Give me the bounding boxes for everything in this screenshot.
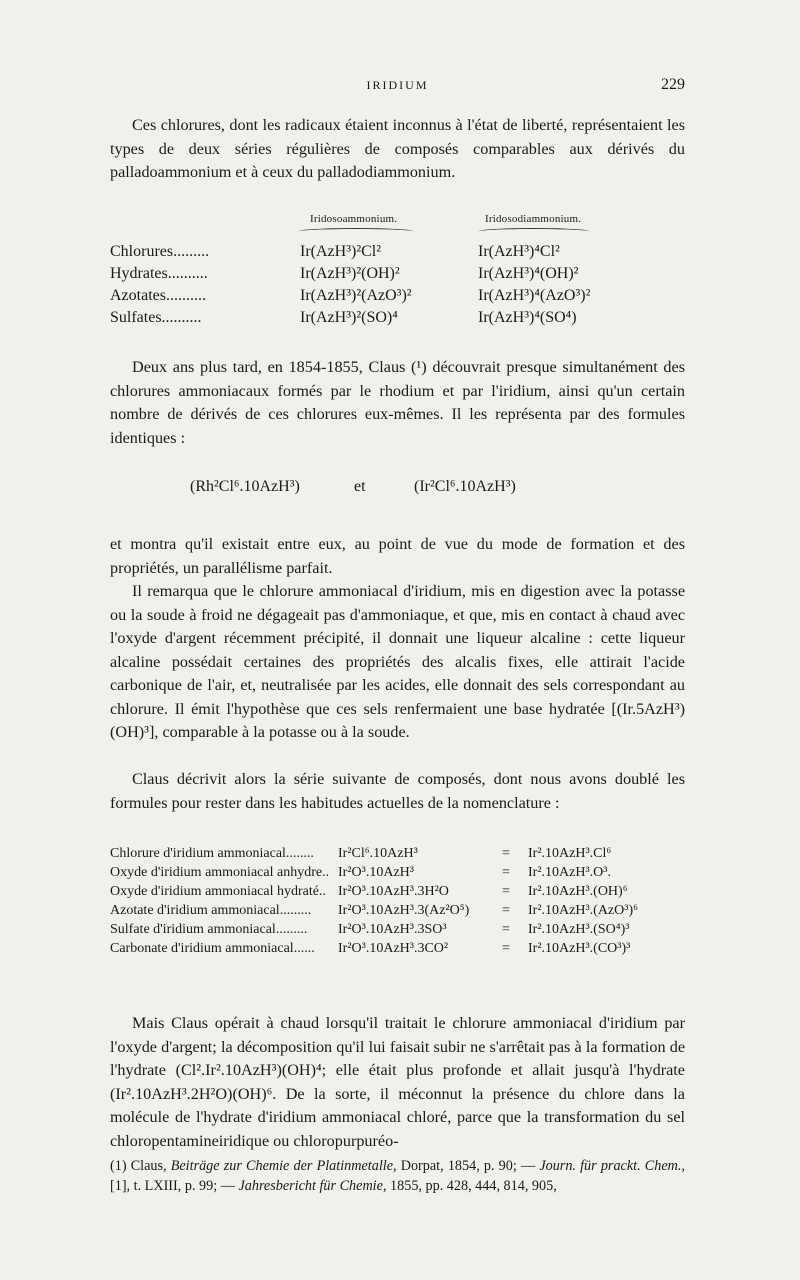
table-row — [110, 941, 690, 959]
formula: Ir².10AzH³.Cl⁶ — [528, 846, 612, 861]
running-title: IRIDIUM — [366, 78, 429, 92]
formula: Ir(AzH³)⁴(AzO³)² — [478, 287, 591, 304]
paragraph-2: Deux ans plus tard, en 1854-1855, Claus (¹) découvrait presque simultanément des chlorures ammoniacaux formés par le rhodium et par l'iridium, ainsi qu'un certain nombre de dérivés de ces chlorures eux-mêmes. Il les représenta par des formules identiques : — [110, 358, 685, 447]
compound-name: Oxyde d'iridium ammoniacal anhydre.. — [110, 865, 330, 880]
table-row — [110, 846, 690, 864]
iridium-formula: (Ir²Cl⁶.10AzH³) — [414, 478, 516, 495]
formula: Ir(AzH³)⁴Cl² — [478, 243, 560, 260]
table-row — [110, 884, 690, 902]
equals-sign: = — [502, 922, 510, 937]
equals-sign: = — [502, 941, 510, 956]
formula: Ir(AzH³)²(OH)² — [300, 265, 400, 282]
table-row — [110, 903, 690, 921]
formula: Ir²O³.10AzH³.3(Az²O⁵) — [338, 903, 470, 918]
formula: Ir(AzH³)²(SO)⁴ — [300, 309, 398, 326]
compounds-table — [110, 846, 690, 991]
paragraph-3: et montra qu'il existait entre eux, au point de vue du mode de formation et des propriétés, un parallélisme parfait. — [110, 535, 685, 577]
row-label: Sulfates.......... — [110, 309, 202, 326]
formula: Ir²Cl⁶.10AzH³ — [338, 846, 418, 861]
equals-sign: = — [502, 903, 510, 918]
footnote-text: , 1855, pp. 428, 444, 814, 905, — [382, 1178, 557, 1194]
table-row — [110, 922, 690, 940]
footnote-work-title: Journ. für prackt. Chem. — [539, 1158, 682, 1174]
brace-mark — [478, 228, 590, 235]
footnote — [110, 1156, 685, 1196]
formula: Ir².10AzH³.(OH)⁶ — [528, 884, 628, 899]
row-label: Hydrates.......... — [110, 265, 208, 282]
equals-sign: = — [502, 865, 510, 880]
running-head — [110, 76, 685, 96]
table-row — [110, 287, 685, 309]
formula: Ir²O³.10AzH³.3SO³ — [338, 922, 447, 937]
compound-name: Azotate d'iridium ammoniacal......... — [110, 903, 312, 918]
paragraph-4: Il remarqua que le chlorure ammoniacal d'iridium, mis en digestion avec la potasse ou la soude à froid ne dégageait pas d'ammoniaque, et que, mis en contact à chaud avec l'oxyde d'argent récemment précipité, il donnait une liqueur alcaline : cette liqueur alcaline possédait certaines des propriétés des alcalis fixes, elle attirait l'acide carbonique de l'air, et, neutralisée par les acides, elle donnait des sels correspondant au chlorure. Il émit l'hypothèse que ces sels renfermaient une base hydratée [(Ir.5AzH³)(OH)³], comparable à la potasse ou à la soude. — [110, 582, 685, 741]
formula: Ir(AzH³)²Cl² — [300, 243, 382, 260]
conjunction: et — [354, 478, 366, 495]
formula: Ir².10AzH³.(CO³)³ — [528, 941, 631, 956]
brace-mark — [298, 228, 414, 235]
formula: Ir²O³.10AzH³.3H²O — [338, 884, 449, 899]
compound-name: Carbonate d'iridium ammoniacal...... — [110, 941, 315, 956]
paragraph-6: Mais Claus opérait à chaud lorsqu'il traitait le chlorure ammoniacal d'iridium par l'oxyde d'argent; la décomposition qu'il lui faisait subir ne s'arrêtait pas à la formation de l'hydrate (Cl².Ir².10AzH³)(OH)⁴; elle était plus profonde et allait jusqu'à l'hydrate (Ir².10AzH³.2H²O)(OH)⁶. De la sorte, il méconnut la présence du chlore dans la molécule de l'hydrate d'iridium ammoniacal chloré, parce que la transformation du sel chloropentamineiridique ou chloropurpuréo- — [110, 1014, 685, 1150]
row-label: Azotates.......... — [110, 287, 206, 304]
footnote-text: , Dorpat, 1854, p. 90; — — [393, 1158, 540, 1174]
equals-sign: = — [502, 884, 510, 899]
formula: Ir(AzH³)⁴(OH)² — [478, 265, 579, 282]
formula: Ir².10AzH³.(SO⁴)³ — [528, 922, 630, 937]
table-row — [110, 265, 685, 287]
formula: Ir²O³.10AzH³.3CO² — [338, 941, 449, 956]
paragraph-1: Ces chlorures, dont les radicaux étaient inconnus à l'état de liberté, représentaient les types de deux séries régulières de composés comparables aux dérivés du palladoammonium et à ceux du palladodiammonium. — [110, 116, 685, 181]
page-number: 229 — [661, 76, 685, 93]
formula-pair — [110, 478, 685, 502]
compound-name: Oxyde d'iridium ammoniacal hydraté.. — [110, 884, 326, 899]
footnote-work-title: Jahresbericht für Chemie — [238, 1178, 383, 1194]
compound-name: Sulfate d'iridium ammoniacal......... — [110, 922, 308, 937]
formula: Ir²O³.10AzH³ — [338, 865, 414, 880]
ammonium-series-table — [110, 208, 685, 353]
table-row — [110, 243, 685, 265]
column-header-iridosoammonium: Iridosoammonium. — [310, 213, 398, 225]
footnote-text: , [1], t. LXIII, p. 99; — — [110, 1158, 685, 1194]
formula: Ir².10AzH³.(AzO³)⁶ — [528, 903, 638, 918]
paragraph-5: Claus décrivit alors la série suivante de composés, dont nous avons doublé les formules pour rester dans les habitudes actuelles de la nomenclature : — [110, 770, 685, 812]
footnote-mark: (1) Claus, — [110, 1158, 171, 1174]
column-header-iridosodiammonium: Iridosodiammonium. — [485, 213, 582, 225]
table-row — [110, 309, 685, 331]
formula: Ir(AzH³)⁴(SO⁴) — [478, 309, 577, 326]
formula: Ir(AzH³)²(AzO³)² — [300, 287, 412, 304]
table-row — [110, 865, 690, 883]
compound-name: Chlorure d'iridium ammoniacal........ — [110, 846, 314, 861]
equals-sign: = — [502, 846, 510, 861]
formula: Ir².10AzH³.O³. — [528, 865, 611, 880]
rhodium-formula: (Rh²Cl⁶.10AzH³) — [190, 478, 300, 495]
footnote-work-title: Beiträge zur Chemie der Platinmetalle — [170, 1158, 394, 1174]
row-label: Chlorures......... — [110, 243, 210, 260]
